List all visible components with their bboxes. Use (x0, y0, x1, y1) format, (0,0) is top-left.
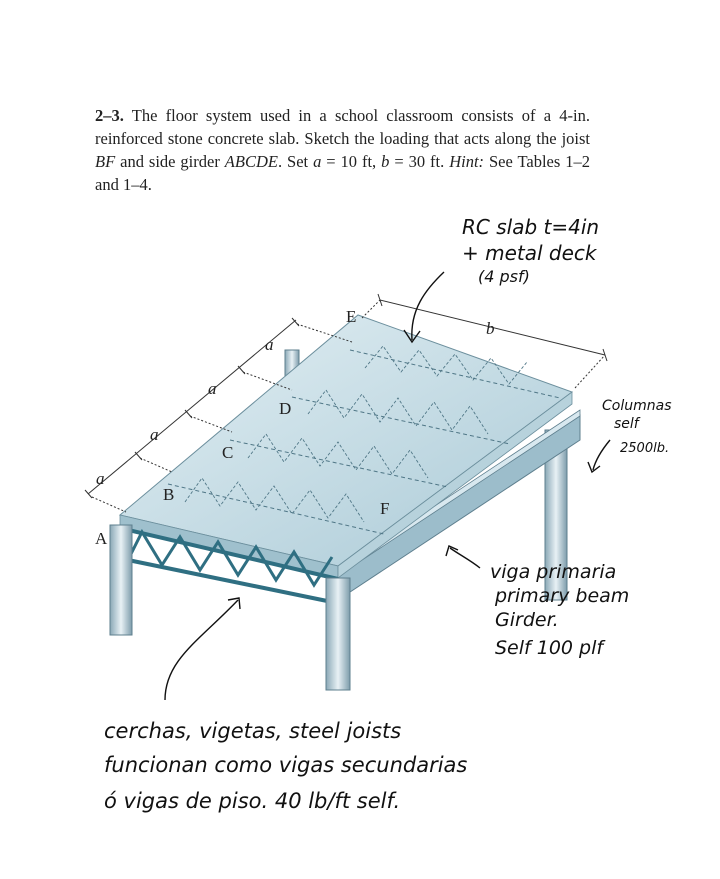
hint-label: Hint: (449, 152, 485, 171)
var-b: b (381, 152, 390, 171)
problem-number: 2–3. (95, 106, 124, 125)
arrow-slab (412, 272, 444, 340)
dim-a-4: a (265, 335, 274, 354)
label-D: D (279, 399, 292, 418)
note-columns-3: 2500lb. (620, 441, 670, 456)
note-girder-3: Girder. (495, 609, 559, 631)
note-columns-2: self (614, 416, 639, 432)
note-girder-2: primary beam (495, 585, 630, 607)
arrow-girder-head (446, 546, 458, 556)
label-E: E (346, 307, 357, 326)
problem-text-1: The floor system used in a school classroom consists of a 4-in. reinforced stone concrete slab. Sketch the loading that acts along the joist (95, 106, 590, 148)
girder-name: ABCDE (224, 152, 278, 171)
dim-a-3: a (208, 379, 217, 398)
var-a: a (313, 152, 322, 171)
a-value: = 10 ft, (321, 152, 382, 171)
column-front-left (110, 525, 132, 635)
note-slab-2: + metal deck (462, 241, 597, 265)
note-joist-2: funcionan como vigas secundarias (104, 753, 468, 777)
problem-text-3: . Set (277, 152, 314, 171)
note-slab-3: (4 psf) (478, 267, 530, 286)
problem-text-2: and side girder (115, 152, 225, 171)
dim-a-1: a (96, 469, 105, 488)
hint-text: See Tables 1–2 and 1–4. (95, 152, 590, 194)
column-front-right (326, 578, 350, 690)
label-A: A (95, 529, 108, 548)
joist-name: BF (95, 152, 116, 171)
note-slab-1: RC slab t=4in (462, 215, 600, 239)
note-girder-4: Self 100 plf (495, 637, 604, 659)
label-B: B (163, 485, 175, 504)
arrow-joist (165, 600, 238, 700)
concrete-slab (120, 315, 572, 578)
label-F: F (380, 499, 390, 518)
arrow-columns (593, 440, 610, 470)
note-joist-1: cerchas, vigetas, steel joists (104, 719, 402, 743)
dim-a-2: a (150, 425, 159, 444)
arrow-girder (450, 548, 480, 568)
b-value: = 30 ft. (389, 152, 450, 171)
note-columns-1: Columnas (602, 398, 672, 414)
note-girder-1: viga primaria (490, 561, 617, 583)
note-joist-3: ó vigas de piso. 40 lb/ft self. (104, 789, 401, 813)
dim-b: b (486, 319, 495, 338)
label-C: C (222, 443, 234, 462)
